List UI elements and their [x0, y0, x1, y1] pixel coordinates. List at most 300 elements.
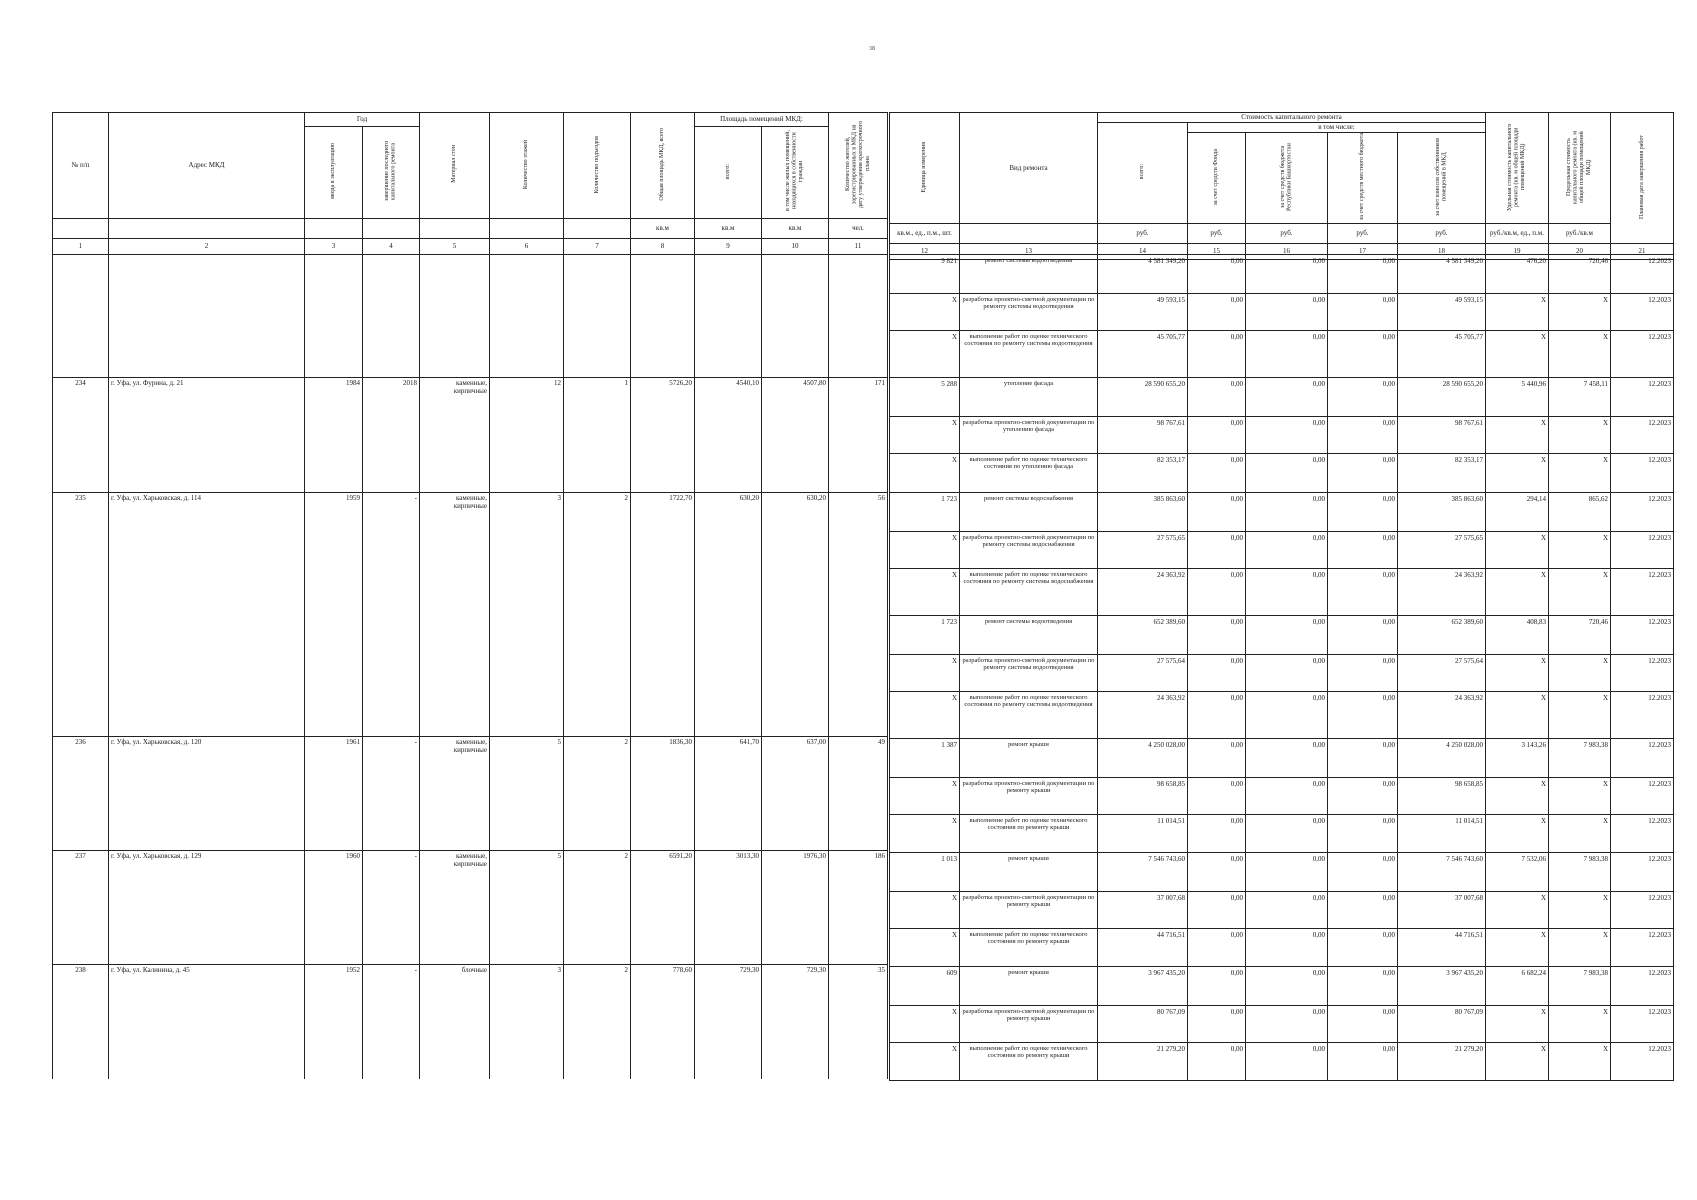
unit-kvm: кв.м: [631, 219, 695, 239]
work-quantity: X: [890, 294, 960, 331]
work-type: ремонт системы водоотведения: [960, 616, 1098, 655]
col-number: 4: [363, 239, 420, 255]
col-local: за счет средств местного бюджета: [1359, 133, 1366, 221]
limit-cost: X: [1549, 569, 1611, 616]
cost-owners: 652 389,60: [1398, 616, 1486, 655]
work-type: разработка проектно-сметной документации по утеплению фасада: [960, 417, 1098, 454]
total-area: 6591,20: [631, 851, 695, 965]
work-type: ремонт системы водоотведения: [960, 255, 1098, 294]
cost-owners: 98 767,61: [1398, 417, 1486, 454]
unit-cost: 408,83: [1486, 616, 1549, 655]
unit-cost: X: [1486, 532, 1549, 569]
work-type: ремонт крыши: [960, 739, 1098, 778]
cost-republic: 0,00: [1246, 294, 1328, 331]
unit-kvm: кв.м: [695, 219, 762, 239]
completion-date: 12.2023: [1611, 929, 1674, 967]
table-row: [890, 692, 1674, 739]
table-row: [890, 853, 1674, 892]
residents-count: 49: [829, 737, 888, 851]
cost-republic: 0,00: [1246, 929, 1328, 967]
col-number: 20: [1549, 244, 1611, 260]
cost-total: 27 575,65: [1098, 532, 1188, 569]
table-row: [890, 331, 1674, 378]
area-residents: 729,30: [762, 965, 829, 1079]
work-quantity: 1 723: [890, 616, 960, 655]
cost-owners: 98 658,85: [1398, 778, 1486, 815]
col-number: 9: [695, 239, 762, 255]
col-number: 15: [1188, 244, 1246, 260]
unit-cost: X: [1486, 815, 1549, 853]
group-incl: в том числе:: [1188, 123, 1486, 133]
work-type: утепление фасада: [960, 378, 1098, 417]
col-number: 3: [305, 239, 363, 255]
cost-owners: 45 705,77: [1398, 331, 1486, 378]
unit-cost: 7 532,06: [1486, 853, 1549, 892]
wall-material: каменные, кирпичные: [420, 737, 490, 851]
completion-date: 12.2023: [1611, 378, 1674, 417]
col-unit: Единица измерения: [921, 141, 928, 193]
work-quantity: X: [890, 569, 960, 616]
cost-total: 7 546 743,60: [1098, 853, 1188, 892]
table-row: [890, 616, 1674, 655]
completion-date: 12.2023: [1611, 853, 1674, 892]
cost-fund: 0,00: [1188, 692, 1246, 739]
floors-count: 12: [490, 378, 564, 493]
cost-local: 0,00: [1328, 778, 1398, 815]
cost-fund: 0,00: [1188, 569, 1246, 616]
unit-cost: 3 143,26: [1486, 739, 1549, 778]
unit-cost: X: [1486, 417, 1549, 454]
completion-date: 12.2023: [1611, 454, 1674, 493]
cost-owners: 24 363,92: [1398, 692, 1486, 739]
work-quantity: X: [890, 1006, 960, 1043]
work-quantity: X: [890, 929, 960, 967]
limit-cost: 7 983,38: [1549, 967, 1611, 1006]
entrances-count: 2: [564, 965, 631, 1079]
cost-total: 45 705,77: [1098, 331, 1188, 378]
cost-local: 0,00: [1328, 815, 1398, 853]
unit-cost: X: [1486, 929, 1549, 967]
col-total-area: Общая площадь МКД, всего: [659, 128, 666, 201]
unit-cost: X: [1486, 692, 1549, 739]
cost-republic: 0,00: [1246, 739, 1328, 778]
cost-local: 0,00: [1328, 493, 1398, 532]
cost-owners: 385 863,60: [1398, 493, 1486, 532]
col-date: Плановая дата завершения работ: [1638, 134, 1645, 219]
limit-cost: X: [1549, 1006, 1611, 1043]
cost-owners: 27 575,65: [1398, 532, 1486, 569]
cost-republic: 0,00: [1246, 967, 1328, 1006]
col-limit-cost: Предельная стоимость капитального ремонта (кв. м общей площади помещений МКД): [1566, 130, 1593, 204]
col-number: 10: [762, 239, 829, 255]
col-floors: Количество этажей: [523, 139, 530, 189]
work-type: разработка проектно-сметной документации по ремонту крыши: [960, 892, 1098, 929]
work-type: разработка проектно-сметной документации по ремонту крыши: [960, 778, 1098, 815]
works-table: [889, 254, 1674, 1081]
cost-total: 652 389,60: [1098, 616, 1188, 655]
cost-local: 0,00: [1328, 255, 1398, 294]
last-repair-year: -: [363, 965, 420, 1079]
completion-date: 12.2023: [1611, 655, 1674, 692]
area-residents: 1976,30: [762, 851, 829, 965]
wall-material: каменные, кирпичные: [420, 851, 490, 965]
col-owners: за счет взносов собственников помещений в МКД: [1434, 138, 1448, 216]
col-commission: ввода в эксплуатацию: [330, 143, 337, 200]
cost-republic: 0,00: [1246, 1043, 1328, 1081]
col-number: 5: [420, 239, 490, 255]
commission-year: 1959: [305, 493, 363, 737]
cost-total: 21 279,20: [1098, 1043, 1188, 1081]
col-number: 6: [490, 239, 564, 255]
work-quantity: 609: [890, 967, 960, 1006]
unit-cost: 294,14: [1486, 493, 1549, 532]
work-type: выполнение работ по оценке технического состояния по ремонту системы водоснабжения: [960, 569, 1098, 616]
cost-owners: 24 363,92: [1398, 569, 1486, 616]
cost-local: 0,00: [1328, 331, 1398, 378]
unit-people: чел.: [829, 219, 888, 239]
unit-measure: кв.м., ед., п.м., шт.: [890, 224, 960, 244]
residents-count: 35: [829, 965, 888, 1079]
cost-fund: 0,00: [1188, 739, 1246, 778]
cost-fund: 0,00: [1188, 778, 1246, 815]
work-quantity: X: [890, 815, 960, 853]
cost-republic: 0,00: [1246, 853, 1328, 892]
table-row: [890, 493, 1674, 532]
cost-republic: 0,00: [1246, 532, 1328, 569]
col-last-repair: завершение последнего капитального ремонта: [384, 141, 397, 202]
cost-fund: 0,00: [1188, 967, 1246, 1006]
cost-republic: 0,00: [1246, 778, 1328, 815]
row-number: 237: [53, 851, 109, 965]
wall-material: каменные, кирпичные: [420, 493, 490, 737]
table-row: [890, 1006, 1674, 1043]
unit-rub: руб.: [1328, 224, 1398, 244]
cost-republic: 0,00: [1246, 892, 1328, 929]
work-type: разработка проектно-сметной документации по ремонту системы водоснабжения: [960, 532, 1098, 569]
house-address: г. Уфа, ул. Харьковская, д. 129: [109, 851, 305, 965]
col-number: 11: [829, 239, 888, 255]
limit-cost: 720,46: [1549, 255, 1611, 294]
commission-year: 1961: [305, 737, 363, 851]
header-right: [889, 112, 1674, 260]
col-number: 13: [960, 244, 1098, 260]
area-all: 641,70: [695, 737, 762, 851]
col-num: № п/п: [53, 113, 109, 219]
cost-local: 0,00: [1328, 853, 1398, 892]
area-all: 729,30: [695, 965, 762, 1079]
cost-owners: 7 546 743,60: [1398, 853, 1486, 892]
work-quantity: 1 387: [890, 739, 960, 778]
col-fund: за счет средств Фонда: [1213, 148, 1220, 206]
cost-total: 4 250 028,00: [1098, 739, 1188, 778]
col-number: 12: [890, 244, 960, 260]
house-address: г. Уфа, ул. Калинина, д. 45: [109, 965, 305, 1079]
work-quantity: X: [890, 454, 960, 493]
unit-cost: X: [1486, 1006, 1549, 1043]
cost-total: 385 863,60: [1098, 493, 1188, 532]
unit-cost: X: [1486, 778, 1549, 815]
unit-cost: 5 440,96: [1486, 378, 1549, 417]
cost-total: 28 590 655,20: [1098, 378, 1188, 417]
cost-total: 82 353,17: [1098, 454, 1188, 493]
unit-cost: X: [1486, 655, 1549, 692]
limit-cost: X: [1549, 294, 1611, 331]
cost-fund: 0,00: [1188, 493, 1246, 532]
unit-cost: X: [1486, 569, 1549, 616]
cost-total: 3 967 435,20: [1098, 967, 1188, 1006]
col-number: 2: [109, 239, 305, 255]
cost-local: 0,00: [1328, 569, 1398, 616]
table-row: [890, 294, 1674, 331]
table-row: [53, 965, 888, 1079]
col-number: 18: [1398, 244, 1486, 260]
house-address: г. Уфа, ул. Фурина, д. 21: [109, 378, 305, 493]
limit-cost: X: [1549, 655, 1611, 692]
cost-total: 37 007,68: [1098, 892, 1188, 929]
col-unit-cost: Удельная стоимость капитального ремонта (кв. м общей площади помещений МКД): [1507, 123, 1527, 211]
cost-fund: 0,00: [1188, 532, 1246, 569]
work-quantity: X: [890, 778, 960, 815]
cost-local: 0,00: [1328, 739, 1398, 778]
completion-date: 12.2023: [1611, 532, 1674, 569]
wall-material: каменные, кирпичные: [420, 378, 490, 493]
cost-owners: 44 716,51: [1398, 929, 1486, 967]
completion-date: 12.2023: [1611, 294, 1674, 331]
group-year: Год: [305, 113, 420, 127]
cost-republic: 0,00: [1246, 692, 1328, 739]
limit-cost: X: [1549, 692, 1611, 739]
area-all: 3013,30: [695, 851, 762, 965]
unit-rub: руб.: [1398, 224, 1486, 244]
table-row: [890, 739, 1674, 778]
work-type: разработка проектно-сметной документации по ремонту системы водоотведения: [960, 655, 1098, 692]
header-left: [52, 112, 888, 255]
col-work: Вид ремонта: [960, 113, 1098, 224]
cost-owners: 27 575,64: [1398, 655, 1486, 692]
table-row: [890, 967, 1674, 1006]
col-area-residents: в том числе жилых помещений, находящихся в собственности граждан: [785, 130, 805, 212]
cost-republic: 0,00: [1246, 493, 1328, 532]
table-row: [53, 737, 888, 851]
cost-republic: 0,00: [1246, 378, 1328, 417]
commission-year: 1952: [305, 965, 363, 1079]
unit-cost: 476,20: [1486, 255, 1549, 294]
completion-date: 12.2023: [1611, 1006, 1674, 1043]
col-number: 21: [1611, 244, 1674, 260]
floors-count: 5: [490, 737, 564, 851]
col-number: 1: [53, 239, 109, 255]
col-number: 17: [1328, 244, 1398, 260]
limit-cost: X: [1549, 331, 1611, 378]
houses-table: [52, 254, 888, 1079]
cost-local: 0,00: [1328, 1043, 1398, 1081]
col-wall: Материал стен: [451, 145, 458, 184]
limit-cost: X: [1549, 454, 1611, 493]
completion-date: 12.2023: [1611, 417, 1674, 454]
total-area: 778,60: [631, 965, 695, 1079]
cost-owners: 28 590 655,20: [1398, 378, 1486, 417]
limit-cost: 7 983,38: [1549, 739, 1611, 778]
work-quantity: X: [890, 1043, 960, 1081]
unit-rub-kvm: руб./кв.м: [1549, 224, 1611, 244]
cost-local: 0,00: [1328, 1006, 1398, 1043]
floors-count: 3: [490, 965, 564, 1079]
limit-cost: X: [1549, 815, 1611, 853]
cost-local: 0,00: [1328, 294, 1398, 331]
work-type: выполнение работ по оценке технического состояния по ремонту крыши: [960, 815, 1098, 853]
completion-date: 12.2023: [1611, 739, 1674, 778]
work-quantity: X: [890, 692, 960, 739]
work-type: ремонт крыши: [960, 853, 1098, 892]
limit-cost: 7 983,38: [1549, 853, 1611, 892]
cost-local: 0,00: [1328, 454, 1398, 493]
unit-cost: X: [1486, 1043, 1549, 1081]
cost-owners: 11 014,51: [1398, 815, 1486, 853]
residents-count: 186: [829, 851, 888, 965]
cost-fund: 0,00: [1188, 454, 1246, 493]
unit-kvm: кв.м: [762, 219, 829, 239]
limit-cost: X: [1549, 892, 1611, 929]
work-quantity: X: [890, 655, 960, 692]
cost-republic: 0,00: [1246, 616, 1328, 655]
page-number: 38: [869, 46, 875, 52]
cost-republic: 0,00: [1246, 815, 1328, 853]
cost-fund: 0,00: [1188, 815, 1246, 853]
residents-count: 171: [829, 378, 888, 493]
col-number: 8: [631, 239, 695, 255]
cost-total: 24 363,92: [1098, 692, 1188, 739]
cost-fund: 0,00: [1188, 255, 1246, 294]
cost-republic: 0,00: [1246, 655, 1328, 692]
row-number: 236: [53, 737, 109, 851]
completion-date: 12.2023: [1611, 778, 1674, 815]
area-all: 630,20: [695, 493, 762, 737]
completion-date: 12.2023: [1611, 892, 1674, 929]
total-area: 1722,70: [631, 493, 695, 737]
entrances-count: 2: [564, 493, 631, 737]
cost-republic: 0,00: [1246, 454, 1328, 493]
work-type: выполнение работ по оценке технического состояния по ремонту крыши: [960, 1043, 1098, 1081]
row-number: 235: [53, 493, 109, 737]
cost-local: 0,00: [1328, 967, 1398, 1006]
cost-local: 0,00: [1328, 532, 1398, 569]
table-row: [890, 892, 1674, 929]
table-row: [890, 655, 1674, 692]
cost-local: 0,00: [1328, 692, 1398, 739]
table-row: [53, 378, 888, 493]
house-address: г. Уфа, ул. Харьковская, д. 114: [109, 493, 305, 737]
unit-rub: руб.: [1098, 224, 1188, 244]
work-type: разработка проектно-сметной документации по ремонту системы водоотведения: [960, 294, 1098, 331]
work-quantity: X: [890, 892, 960, 929]
cost-republic: 0,00: [1246, 1006, 1328, 1043]
col-area-all: всего:: [724, 163, 731, 179]
table-row: [890, 1043, 1674, 1081]
group-area: Площадь помещений МКД:: [695, 113, 829, 127]
table-row: [890, 378, 1674, 417]
cost-fund: 0,00: [1188, 929, 1246, 967]
limit-cost: X: [1549, 417, 1611, 454]
cost-total: 49 593,15: [1098, 294, 1188, 331]
cost-total: 80 767,09: [1098, 1006, 1188, 1043]
cost-total: 24 363,92: [1098, 569, 1188, 616]
last-repair-year: -: [363, 493, 420, 737]
table-row: [890, 532, 1674, 569]
cost-fund: 0,00: [1188, 853, 1246, 892]
commission-year: 1960: [305, 851, 363, 965]
area-residents: 637,00: [762, 737, 829, 851]
work-type: выполнение работ по оценке технического состояния по утеплению фасада: [960, 454, 1098, 493]
completion-date: 12.2023: [1611, 692, 1674, 739]
entrances-count: 2: [564, 737, 631, 851]
cost-total: 27 575,64: [1098, 655, 1188, 692]
residents-count: 56: [829, 493, 888, 737]
completion-date: 12.2023: [1611, 1043, 1674, 1081]
unit-rub: руб.: [1188, 224, 1246, 244]
unit-rub: руб.: [1246, 224, 1328, 244]
col-number: 16: [1246, 244, 1328, 260]
commission-year: 1984: [305, 378, 363, 493]
cost-local: 0,00: [1328, 417, 1398, 454]
last-repair-year: -: [363, 851, 420, 965]
work-quantity: 1 013: [890, 853, 960, 892]
cost-local: 0,00: [1328, 378, 1398, 417]
col-residents: Количество жителей, зарегистрированных в МКД на дату утверждения краткосрочного плана: [844, 120, 871, 208]
table-row: [53, 851, 888, 965]
completion-date: 12.2023: [1611, 255, 1674, 294]
cost-total: 98 658,85: [1098, 778, 1188, 815]
row-number: 234: [53, 378, 109, 493]
work-type: выполнение работ по оценке технического состояния по ремонту системы водоотведения: [960, 331, 1098, 378]
unit-cost: X: [1486, 331, 1549, 378]
unit-cost: X: [1486, 454, 1549, 493]
work-quantity: X: [890, 417, 960, 454]
col-republic: за счет средств бюджета Республики Башкортостан: [1279, 143, 1293, 211]
table-row: [53, 255, 888, 378]
completion-date: 12.2023: [1611, 815, 1674, 853]
cost-owners: 4 250 028,00: [1398, 739, 1486, 778]
table-row: [890, 815, 1674, 853]
table-row: [890, 569, 1674, 616]
work-quantity: 5 288: [890, 378, 960, 417]
cost-republic: 0,00: [1246, 255, 1328, 294]
limit-cost: X: [1549, 778, 1611, 815]
cost-owners: 82 353,17: [1398, 454, 1486, 493]
work-quantity: X: [890, 331, 960, 378]
limit-cost: X: [1549, 1043, 1611, 1081]
table-row: [890, 929, 1674, 967]
col-cost-total: всего:: [1139, 164, 1146, 180]
last-repair-year: 2018: [363, 378, 420, 493]
table-row: [890, 417, 1674, 454]
cost-total: 98 767,61: [1098, 417, 1188, 454]
limit-cost: X: [1549, 929, 1611, 967]
cost-local: 0,00: [1328, 655, 1398, 692]
group-cost: Стоимость капитального ремонта: [1098, 113, 1486, 123]
cost-fund: 0,00: [1188, 1006, 1246, 1043]
last-repair-year: -: [363, 737, 420, 851]
unit-rub-per: руб./кв.м, ед., п.м.: [1486, 224, 1549, 244]
cost-local: 0,00: [1328, 929, 1398, 967]
cost-owners: 21 279,20: [1398, 1043, 1486, 1081]
unit-cost: 6 682,24: [1486, 967, 1549, 1006]
limit-cost: 865,62: [1549, 493, 1611, 532]
floors-count: 5: [490, 851, 564, 965]
work-type: выполнение работ по оценке технического состояния по ремонту крыши: [960, 929, 1098, 967]
col-address: Адрес МКД: [109, 113, 305, 219]
cost-fund: 0,00: [1188, 294, 1246, 331]
area-residents: 4507,80: [762, 378, 829, 493]
